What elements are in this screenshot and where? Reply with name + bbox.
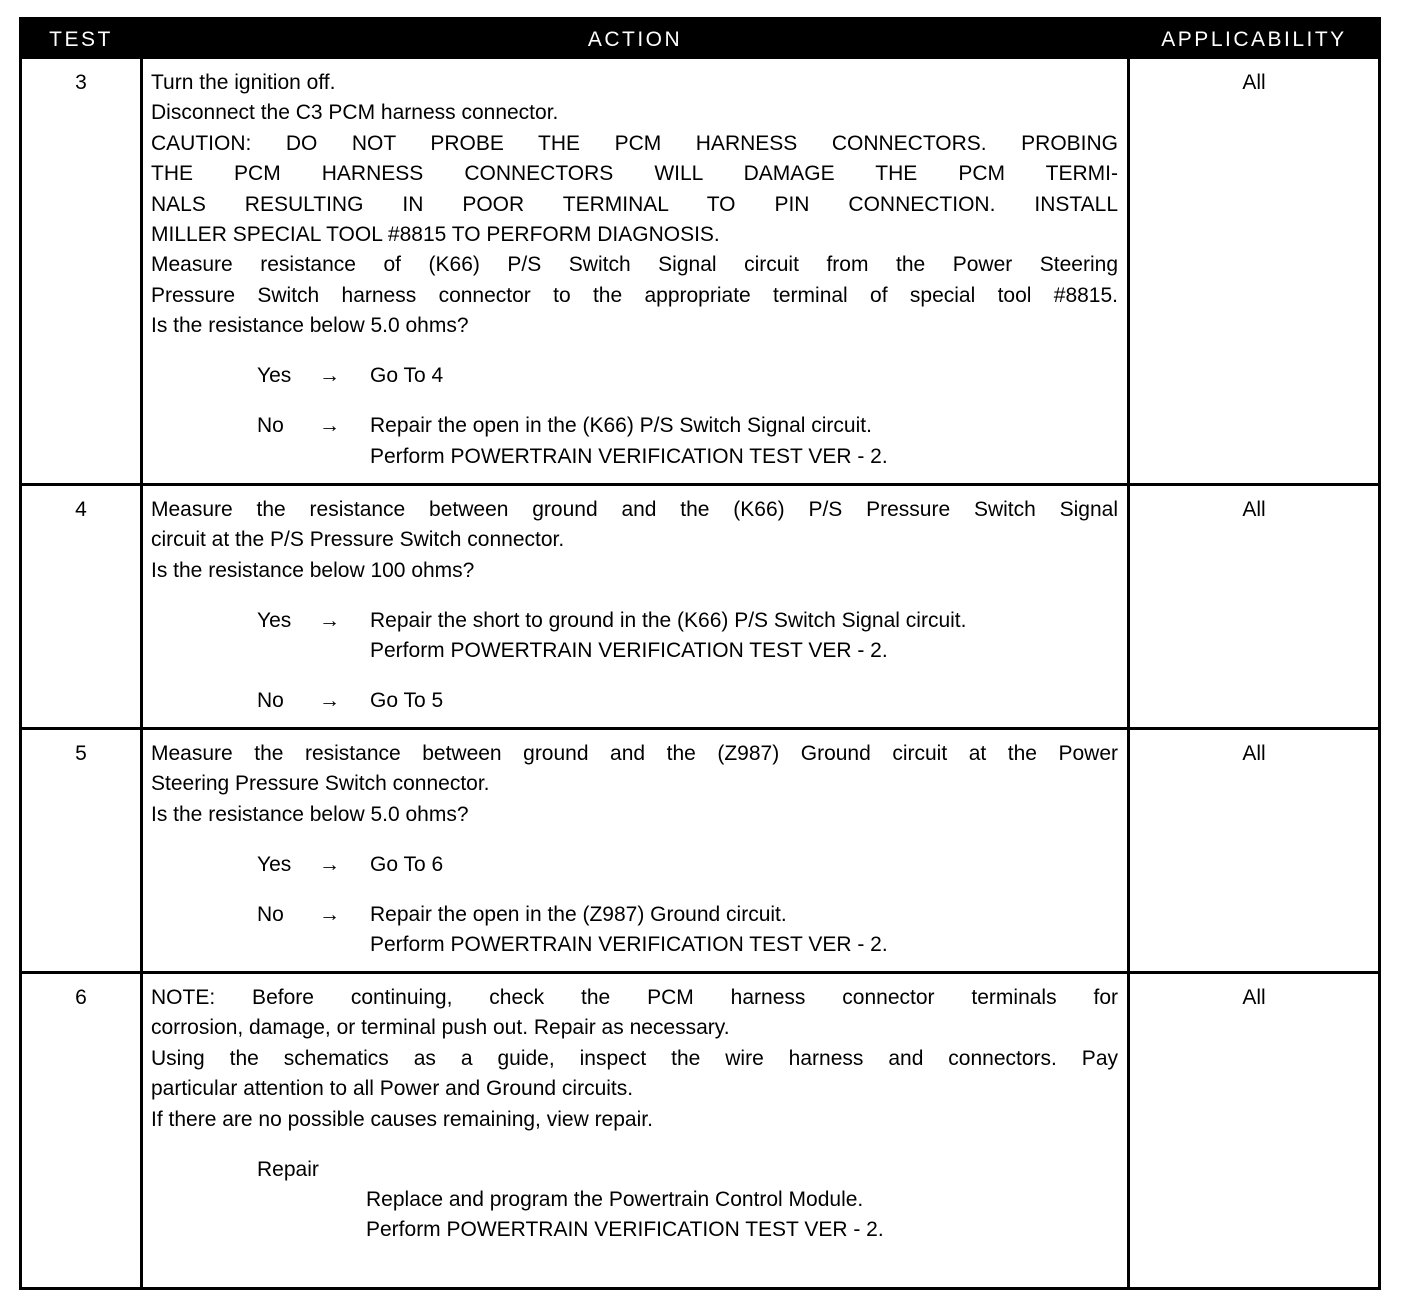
header-applicability: APPLICABILITY: [1161, 28, 1347, 51]
diagnostic-table: [19, 17, 1381, 1290]
applicability-value: All: [1242, 742, 1266, 765]
test-6-action: [151, 983, 1118, 1246]
yes-result-continuation: Perform POWERTRAIN VERIFICATION TEST VER - 2.: [370, 639, 888, 663]
yes-label: Yes: [257, 852, 292, 876]
test-4-action: [151, 495, 1118, 717]
action-line: If there are no possible causes remaining, view repair.: [151, 1107, 653, 1131]
applicability-value: All: [1242, 498, 1266, 521]
action-line: Measure the resistance between ground and the (Z987) Ground circuit at the Power: [151, 742, 1118, 765]
row-divider: [22, 483, 1378, 486]
no-result: Repair the open in the (Z987) Ground circuit.: [370, 902, 787, 926]
test-5-action: [151, 739, 1118, 961]
question-line: Is the resistance below 5.0 ohms?: [151, 802, 469, 826]
test-number: 5: [75, 742, 87, 765]
yes-result: Go To 6: [370, 852, 444, 876]
arrow-icon: →: [319, 852, 340, 876]
yes-branch: [151, 361, 1118, 391]
repair-step: Perform POWERTRAIN VERIFICATION TEST VER - 2.: [366, 1218, 884, 1242]
applicability-value: All: [1242, 986, 1266, 1009]
yes-label: Yes: [257, 608, 292, 632]
table-header: [22, 20, 1378, 59]
note-line: corrosion, damage, or terminal push out. Repair as necessary.: [151, 1016, 730, 1040]
arrow-icon: →: [319, 364, 340, 388]
caution-line: NALS RESULTING IN POOR TERMINAL TO PIN CONNECTION. INSTALL: [151, 192, 1118, 216]
test-number: 6: [75, 986, 87, 1009]
arrow-icon: →: [319, 608, 340, 632]
applicability-value: All: [1242, 71, 1266, 94]
column-divider: [1127, 59, 1130, 1290]
caution-line: MILLER SPECIAL TOOL #8815 TO PERFORM DIAGNOSIS.: [151, 223, 720, 247]
action-line: Measure the resistance between ground and the (K66) P/S Pressure Switch Signal: [151, 498, 1118, 521]
caution-line: CAUTION: DO NOT PROBE THE PCM HARNESS CONNECTORS. PROBING: [151, 131, 1118, 155]
no-branch: [151, 686, 1118, 716]
test-number: 4: [75, 498, 87, 521]
yes-branch: [151, 850, 1118, 880]
test-3-action: [151, 68, 1118, 472]
row-divider: [22, 727, 1378, 730]
header-test: TEST: [49, 28, 113, 51]
row-divider: [22, 971, 1378, 974]
no-result: Repair the open in the (K66) P/S Switch Signal circuit.: [370, 414, 872, 438]
yes-result: Repair the short to ground in the (K66) P/S Switch Signal circuit.: [370, 608, 967, 632]
action-line: Steering Pressure Switch connector.: [151, 772, 490, 796]
no-result: Go To 5: [370, 689, 444, 713]
yes-label: Yes: [257, 364, 292, 388]
note-line: NOTE: Before continuing, check the PCM harness connector terminals for: [151, 986, 1118, 1009]
no-result-continuation: Perform POWERTRAIN VERIFICATION TEST VER - 2.: [370, 444, 888, 468]
yes-branch: [151, 606, 1118, 636]
no-label: No: [257, 414, 284, 438]
arrow-icon: →: [319, 414, 340, 438]
action-line: Using the schematics as a guide, inspect the wire harness and connectors. Pay: [151, 1046, 1118, 1070]
arrow-icon: →: [319, 902, 340, 926]
no-branch: [151, 411, 1118, 441]
action-line: Disconnect the C3 PCM harness connector.: [151, 101, 559, 125]
action-line: Pressure Switch harness connector to the appropriate terminal of special tool #8815.: [151, 283, 1118, 307]
arrow-icon: →: [319, 689, 340, 713]
no-branch: [151, 900, 1118, 930]
question-line: Is the resistance below 100 ohms?: [151, 558, 475, 582]
caution-line: THE PCM HARNESS CONNECTORS WILL DAMAGE THE PCM TERMI-: [151, 162, 1118, 186]
no-result-continuation: Perform POWERTRAIN VERIFICATION TEST VER - 2.: [370, 933, 888, 957]
no-label: No: [257, 689, 284, 713]
action-line: circuit at the P/S Pressure Switch connector.: [151, 528, 565, 552]
action-line: particular attention to all Power and Ground circuits.: [151, 1077, 634, 1101]
action-line: Measure resistance of (K66) P/S Switch Signal circuit from the Power Steering: [151, 253, 1118, 277]
action-line: Turn the ignition off.: [151, 71, 336, 94]
column-divider: [140, 59, 143, 1290]
repair-step: Replace and program the Powertrain Control Module.: [366, 1188, 864, 1212]
no-label: No: [257, 902, 284, 926]
yes-result: Go To 4: [370, 364, 444, 388]
question-line: Is the resistance below 5.0 ohms?: [151, 314, 469, 338]
test-number: 3: [75, 71, 87, 94]
repair-label: Repair: [257, 1157, 319, 1181]
header-action: ACTION: [587, 28, 683, 51]
